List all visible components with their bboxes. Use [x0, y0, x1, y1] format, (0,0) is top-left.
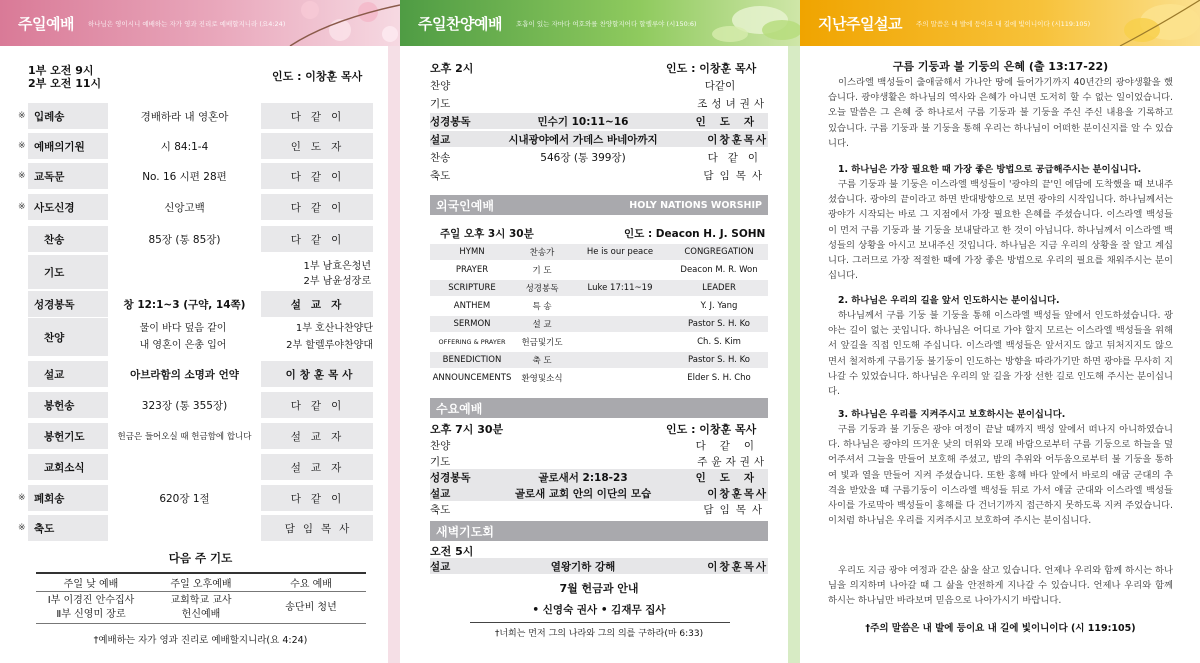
intl-person: Ch. S. Kim	[697, 337, 741, 347]
worship-time-2: 2부 오전 11시	[28, 77, 102, 90]
row-label: 기도	[430, 455, 451, 468]
intl-en-label: SERMON	[453, 319, 491, 329]
order-content: 323장 (통 355장)	[108, 392, 261, 418]
intl-order-row	[430, 280, 768, 296]
order-row	[18, 515, 373, 541]
order-label: 사도신경	[34, 201, 75, 214]
praise-song-2: 내 영혼이 은총 입어	[139, 340, 227, 351]
praise-row	[430, 167, 768, 183]
order-label: 찬송	[44, 233, 65, 246]
row-content: 골로새서 2:18-23	[538, 471, 628, 484]
side-stripe	[388, 46, 400, 663]
order-content: 시 84:1-4	[108, 133, 261, 159]
intl-kr-label: 설 교	[532, 320, 552, 330]
row-person: 이창훈목사	[707, 133, 768, 146]
row-label: 설교	[430, 133, 451, 146]
row-content: 열왕기하 강해	[550, 560, 616, 573]
sermon-point-head-1: 1. 하나님은 가장 필요한 때 가장 좋은 방법으로 공급해주시는 분이십니다.	[838, 164, 1142, 175]
row-person: 이창훈목사	[707, 487, 768, 500]
next-prayer-title: 다음 주 기도	[168, 551, 233, 565]
intl-title-en: HOLY NATIONS WORSHIP	[629, 199, 762, 211]
order-label: 기도	[44, 266, 65, 279]
order-content: 신앙고백	[108, 194, 261, 220]
order-content: 아브라함의 소명과 언약	[108, 361, 261, 387]
intl-person: Y. J. Yang	[700, 301, 738, 311]
order-row	[28, 454, 373, 480]
order-label: 봉헌송	[44, 399, 75, 412]
intl-en-label: ANNOUNCEMENTS	[432, 373, 512, 383]
worship-time-1: 1부 오전 9시	[28, 64, 94, 77]
order-label: 입례송	[34, 110, 65, 123]
intl-en-label: PRAYER	[455, 265, 489, 275]
next-sunday-2: Ⅱ부 신영미 장로	[56, 608, 126, 620]
standing-mark: ※	[18, 523, 26, 533]
row-person: 주윤자권사	[697, 455, 768, 468]
order-content: No. 16 시편 28편	[108, 163, 261, 189]
wed-title: 수요예배	[436, 401, 483, 416]
footer-divider	[470, 622, 730, 623]
praise-row	[430, 113, 768, 129]
praise-song-1: 물이 바다 덮음 같이	[139, 323, 227, 334]
next-sunday-1: Ⅰ부 이경진 안수집사	[47, 594, 135, 606]
standing-mark: ※	[18, 202, 26, 212]
order-person: 이창훈목사	[285, 368, 357, 381]
intl-kr-label: 환영및소식	[521, 374, 563, 384]
order-row-praise	[28, 318, 373, 356]
order-person: 설교자	[290, 298, 352, 311]
praise-row	[430, 131, 768, 147]
order-label: 폐회송	[34, 492, 65, 505]
intl-en-label: ANTHEM	[453, 301, 491, 311]
row-person: 다같이	[707, 151, 768, 164]
order-person: 설교자	[290, 461, 352, 474]
order-row	[18, 163, 373, 189]
row-label: 축도	[430, 169, 451, 182]
intl-en-label: OFFERING & PRAYER	[438, 338, 506, 346]
order-content	[108, 454, 261, 480]
wed-leader: 인도 : 이창훈 목사	[666, 423, 757, 436]
row-label: 축도	[430, 503, 451, 516]
praise-worship-panel	[400, 0, 800, 663]
row-person: 인도자	[695, 471, 768, 484]
order-row	[18, 194, 373, 220]
row-label: 성경봉독	[430, 471, 471, 484]
sunday-worship-header	[0, 0, 400, 46]
order-person: 다같이	[290, 492, 352, 505]
intl-order-row	[430, 370, 768, 386]
next-prayer-table	[36, 572, 366, 624]
order-row	[18, 103, 373, 129]
intl-order-row	[430, 244, 768, 260]
praise-row	[430, 77, 768, 93]
row-label: 성경봉독	[430, 115, 471, 128]
standing-mark: ※	[18, 171, 26, 181]
panel-title: 주일찬양예배	[418, 14, 502, 33]
order-label: 교독문	[34, 170, 65, 183]
intl-person: Pastor S. H. Ko	[688, 355, 750, 365]
intl-order-row	[430, 298, 768, 314]
order-row	[18, 133, 373, 159]
prayer-persons	[108, 255, 373, 289]
praise-leader: 인도 : 이창훈 목사	[666, 62, 757, 75]
intl-en-label: HYMN	[459, 247, 485, 257]
row-label: 찬양	[430, 439, 451, 452]
praise-row	[430, 149, 768, 165]
order-person: 다같이	[290, 110, 352, 123]
next-col-header: 주일 오후예배	[170, 579, 232, 590]
intl-order-row	[430, 262, 768, 278]
standing-mark: ※	[18, 141, 26, 151]
sermon-intro: 이스라엘 백성들이 출애굽해서 가나안 땅에 들어가기까지 40년간의 광야생활을 했습니다. 광야생활은 하나님의 역사와 은혜가 아니면 도저히 할 수 없는 일이었습니다. 오늘 말씀은 그 은혜 중 하나로서 구름 기둥과 불 기둥을 주신 주신 내용을 기록하고 있습니다. 구름 기둥과 불 기둥을 통해 우리는 하나님이 어떠한 분이신지를 알 수 있습니다.	[828, 77, 1173, 149]
order-row	[28, 423, 373, 449]
order-content: 창 12:1~3 (구약, 14쪽)	[108, 291, 261, 317]
intl-content: He is our peace	[586, 247, 654, 257]
next-wednesday: 송단비 청년	[285, 601, 337, 613]
order-content: 경배하라 내 영혼아	[108, 103, 261, 129]
row-person: 다같이	[695, 439, 768, 452]
leader-label: 인도 : 이창훈 목사	[272, 70, 363, 83]
intl-title: 외국인예배	[436, 198, 494, 213]
order-person: 설교자	[290, 430, 352, 443]
intl-person: CONGREGATION	[684, 247, 754, 257]
order-content: 헌금은 들어오실 때 헌금함에 합니다	[108, 423, 261, 449]
order-content	[108, 515, 261, 541]
order-row	[28, 291, 373, 317]
sunday-worship-panel	[0, 0, 400, 663]
intl-kr-label: 특 송	[532, 302, 552, 312]
dawn-row	[430, 558, 768, 574]
panel1-footer: †예배하는 자가 영과 진리로 예배할지니라(요 4:24)	[93, 635, 308, 646]
intl-leader: 인도 : Deacon H. J. SOHN	[624, 228, 766, 240]
next-afternoon-2: 헌신예배	[181, 608, 221, 620]
row-content: 민수기 10:11~16	[537, 115, 629, 128]
order-person: 다같이	[290, 201, 352, 214]
sermon-point-body-2: 하나님께서 구름 기둥 불 기둥을 통해 이스라엘 백성들 앞에서 인도하셨습니다. 광야는 길이 없는 곳입니다. 하나님은 어디로 가야 할지 모르는 이스라엘 백성들을 위해서 앞길을 직접 인도해 주십니다. 이스라엘 백성들은 앞서지도 않고 뒤처지지도 않으면서 철저하게 구름기둥 불기둥이 인도하는 방향을 따라가기만 하면 광야를 무사히 지나갈 수 있었습니다. 하나님은 우리의 앞 길을 가장 선한 길로 인도해 주시는 분이십니다.	[828, 310, 1173, 398]
wed-row	[430, 453, 768, 469]
row-label: 기도	[430, 97, 451, 110]
order-label: 설교	[44, 368, 65, 381]
wed-section-header	[430, 398, 768, 418]
intl-order-row	[430, 334, 768, 350]
row-person: 담임목사	[703, 503, 768, 516]
wed-time: 오후 7시 30분	[430, 423, 504, 436]
row-person: 담임목사	[703, 169, 768, 182]
standing-mark: ※	[18, 493, 26, 503]
order-label: 성경봉독	[34, 298, 75, 311]
order-content: 620장 1절	[108, 485, 261, 511]
offering-title: 7월 헌금과 안내	[559, 582, 639, 595]
dawn-section-header	[430, 521, 768, 541]
row-person: 조성녀권사	[697, 97, 768, 110]
intl-section-header	[430, 195, 768, 215]
panel-title: 주일예배	[18, 14, 74, 33]
intl-order-row	[430, 352, 768, 368]
order-person: 다같이	[290, 233, 352, 246]
row-person: 다같이	[704, 79, 736, 92]
sermon-point-body-3: 구름 기둥과 불 기둥은 광야 여정이 끝날 때까지 백성 앞에서 떠나지 아니하였습니다. 하나님은 광야의 뜨거운 낮의 더위와 모래 바람으로부터 구름 기둥으로 하늘을 덮어주셔서 그늘을 만들어 보호해 주셨고, 밤의 추위와 어두움으로부터 불 기둥을 통하여 빛과 열을 만들어 지켜 주셨습니다. 또한 홍해 바다 앞에서 바로의 애굽 군대의 추격을 받았을 때 구름기둥이 이스라엘 백성들 뒤로 가서 애굽 군대와 이스라엘 백성들 사이를 가로막아 백성들이 홍해를 다 건너기까지 접근하지 못하도록 지켜 주었습니다. 이처럼 하나님은 우리를 지켜주시고 보호하여 주시는 분이십니다.	[828, 424, 1173, 527]
order-person: 담임목사	[284, 522, 358, 535]
wed-row	[430, 469, 768, 485]
row-label: 설교	[430, 487, 451, 500]
order-row-prayer	[28, 255, 373, 289]
intl-person: Deacon M. R. Won	[680, 265, 758, 275]
intl-kr-label: 기 도	[532, 266, 552, 276]
intl-order-row	[430, 316, 768, 332]
row-content: 시내광야에서 가데스 바네아까지	[508, 133, 658, 146]
praise-group-1: 1부 호산나찬양단	[295, 323, 373, 334]
panel-subtitle: 호흡이 있는 자마다 여호와를 찬양할지어다 할렐루야 (시150:6)	[515, 19, 697, 28]
order-label: 예배의기원	[34, 140, 85, 153]
sermon-point-body-1: 구름 기둥과 불 기둥은 이스라엘 백성들이 '광야의 끝'인 에담에 도착했을 때 보내주셨습니다. 광야의 끝이라고 하면 반대방향으로 보면 광야의 시작입니다. 하나님께서는 광야가 시작되는 바로 그 지점에서 가장 필요한 은혜를 주셨습니다. 이스라엘 백성들이 먼저 구름 기둥과 불 기둥을 보내달라고 한 것이 아닙니다. 하나님께서 이스라엘 백성들의 상황을 아시고 보내주신 것입니다. 하나님은 지금 우리의 상황을 잘 알고 계십니다. 그러므로 가장 적절한 때에 가장 좋은 방법으로 우리의 필요를 채워주시는 분이십니다.	[828, 179, 1173, 282]
row-content: 골로새 교회 안의 이단의 모습	[514, 487, 652, 500]
row-label: 설교	[430, 560, 451, 573]
order-label: 교회소식	[44, 461, 85, 474]
praise-worship-header	[400, 0, 800, 46]
intl-en-label: SCRIPTURE	[448, 283, 496, 293]
next-col-header: 수요 예배	[290, 579, 332, 590]
side-stripe	[788, 46, 800, 663]
intl-kr-label: 헌금및기도	[521, 338, 563, 348]
praise-content	[108, 318, 373, 356]
row-label: 찬송	[430, 151, 451, 164]
order-row	[18, 485, 373, 511]
praise-time: 오후 2시	[430, 62, 474, 75]
wed-row	[430, 437, 768, 453]
praise-group-2: 2부 할렐루야찬양대	[286, 340, 373, 351]
row-person: 이창훈목사	[707, 560, 768, 573]
order-label: 찬양	[44, 331, 65, 344]
prayer-person-1: 1부 남효은청년	[303, 261, 371, 272]
dawn-title: 새벽기도회	[436, 524, 494, 539]
wed-row	[430, 501, 768, 517]
intl-person: Elder S. H. Cho	[687, 373, 751, 383]
order-person: 다같이	[290, 170, 352, 183]
intl-person: Pastor S. H. Ko	[688, 319, 750, 329]
order-content: 85장 (통 85장)	[108, 226, 261, 252]
sermon-point-head-3: 3. 하나님은 우리를 지켜주시고 보호하시는 분이십니다.	[838, 409, 1066, 420]
last-sermon-panel	[800, 0, 1200, 663]
last-sermon-header	[800, 0, 1200, 46]
wed-row	[430, 485, 768, 501]
panel3-footer: †주의 말씀은 내 발에 등이요 내 길에 빛이니이다 (시 119:105)	[865, 623, 1136, 634]
order-row	[28, 226, 373, 252]
prayer-person-2: 2부 남윤성장로	[303, 276, 371, 287]
row-label: 찬양	[430, 79, 451, 92]
sermon-title: 구름 기둥과 불 기둥의 은혜 (출 13:17-22)	[892, 60, 1109, 73]
panel-subtitle: 주의 말씀은 내 발에 등이요 내 길에 빛이니이다 (시119:105)	[915, 19, 1091, 28]
intl-time: 주일 오후 3시 30분	[440, 228, 534, 240]
sermon-closing: 우리도 지금 광야 여정과 같은 삶을 살고 있습니다. 언제나 우리와 함께 하시는 하나님을 의지하며 나아갈 때 그 삶을 안전하게 지나갈 수 있습니다. 언제나 우리와 함께 하시는 하나님만 바라보며 믿음으로 나아가시기 바랍니다.	[828, 565, 1173, 607]
panel-subtitle: 하나님은 영이시니 예배하는 자가 영과 진리로 예배할지니라 (요4:24)	[87, 19, 286, 28]
next-col-header: 주일 낮 예배	[63, 579, 119, 590]
sermon-point-head-2: 2. 하나님은 우리의 길을 앞서 인도하시는 분이십니다.	[838, 295, 1060, 306]
order-person: 인도자	[290, 140, 352, 153]
order-row	[28, 392, 373, 418]
row-person: 인도자	[695, 115, 768, 128]
order-person: 다같이	[290, 399, 352, 412]
intl-content: Luke 17:11~19	[587, 283, 653, 293]
standing-mark: ※	[18, 111, 26, 121]
row-content: 546장 (통 399장)	[540, 151, 626, 164]
dawn-time: 오전 5시	[430, 545, 474, 558]
order-label: 축도	[34, 522, 55, 535]
next-afternoon-1: 교회학교 교사	[170, 594, 232, 606]
intl-person: LEADER	[702, 283, 736, 293]
intl-kr-label: 축 도	[532, 356, 552, 366]
intl-kr-label: 찬송가	[529, 248, 555, 258]
intl-kr-label: 성경봉독	[525, 284, 559, 294]
panel2-footer: †너희는 먼저 그의 나라와 그의 의를 구하라(마 6:33)	[494, 629, 704, 639]
order-row	[28, 361, 373, 387]
panel-title: 지난주일설교	[818, 14, 902, 33]
order-label: 봉헌기도	[44, 430, 85, 443]
offering-names: • 신영숙 권사 • 김재무 집사	[532, 604, 666, 616]
praise-row	[430, 95, 768, 111]
intl-en-label: BENEDICTION	[442, 355, 502, 365]
